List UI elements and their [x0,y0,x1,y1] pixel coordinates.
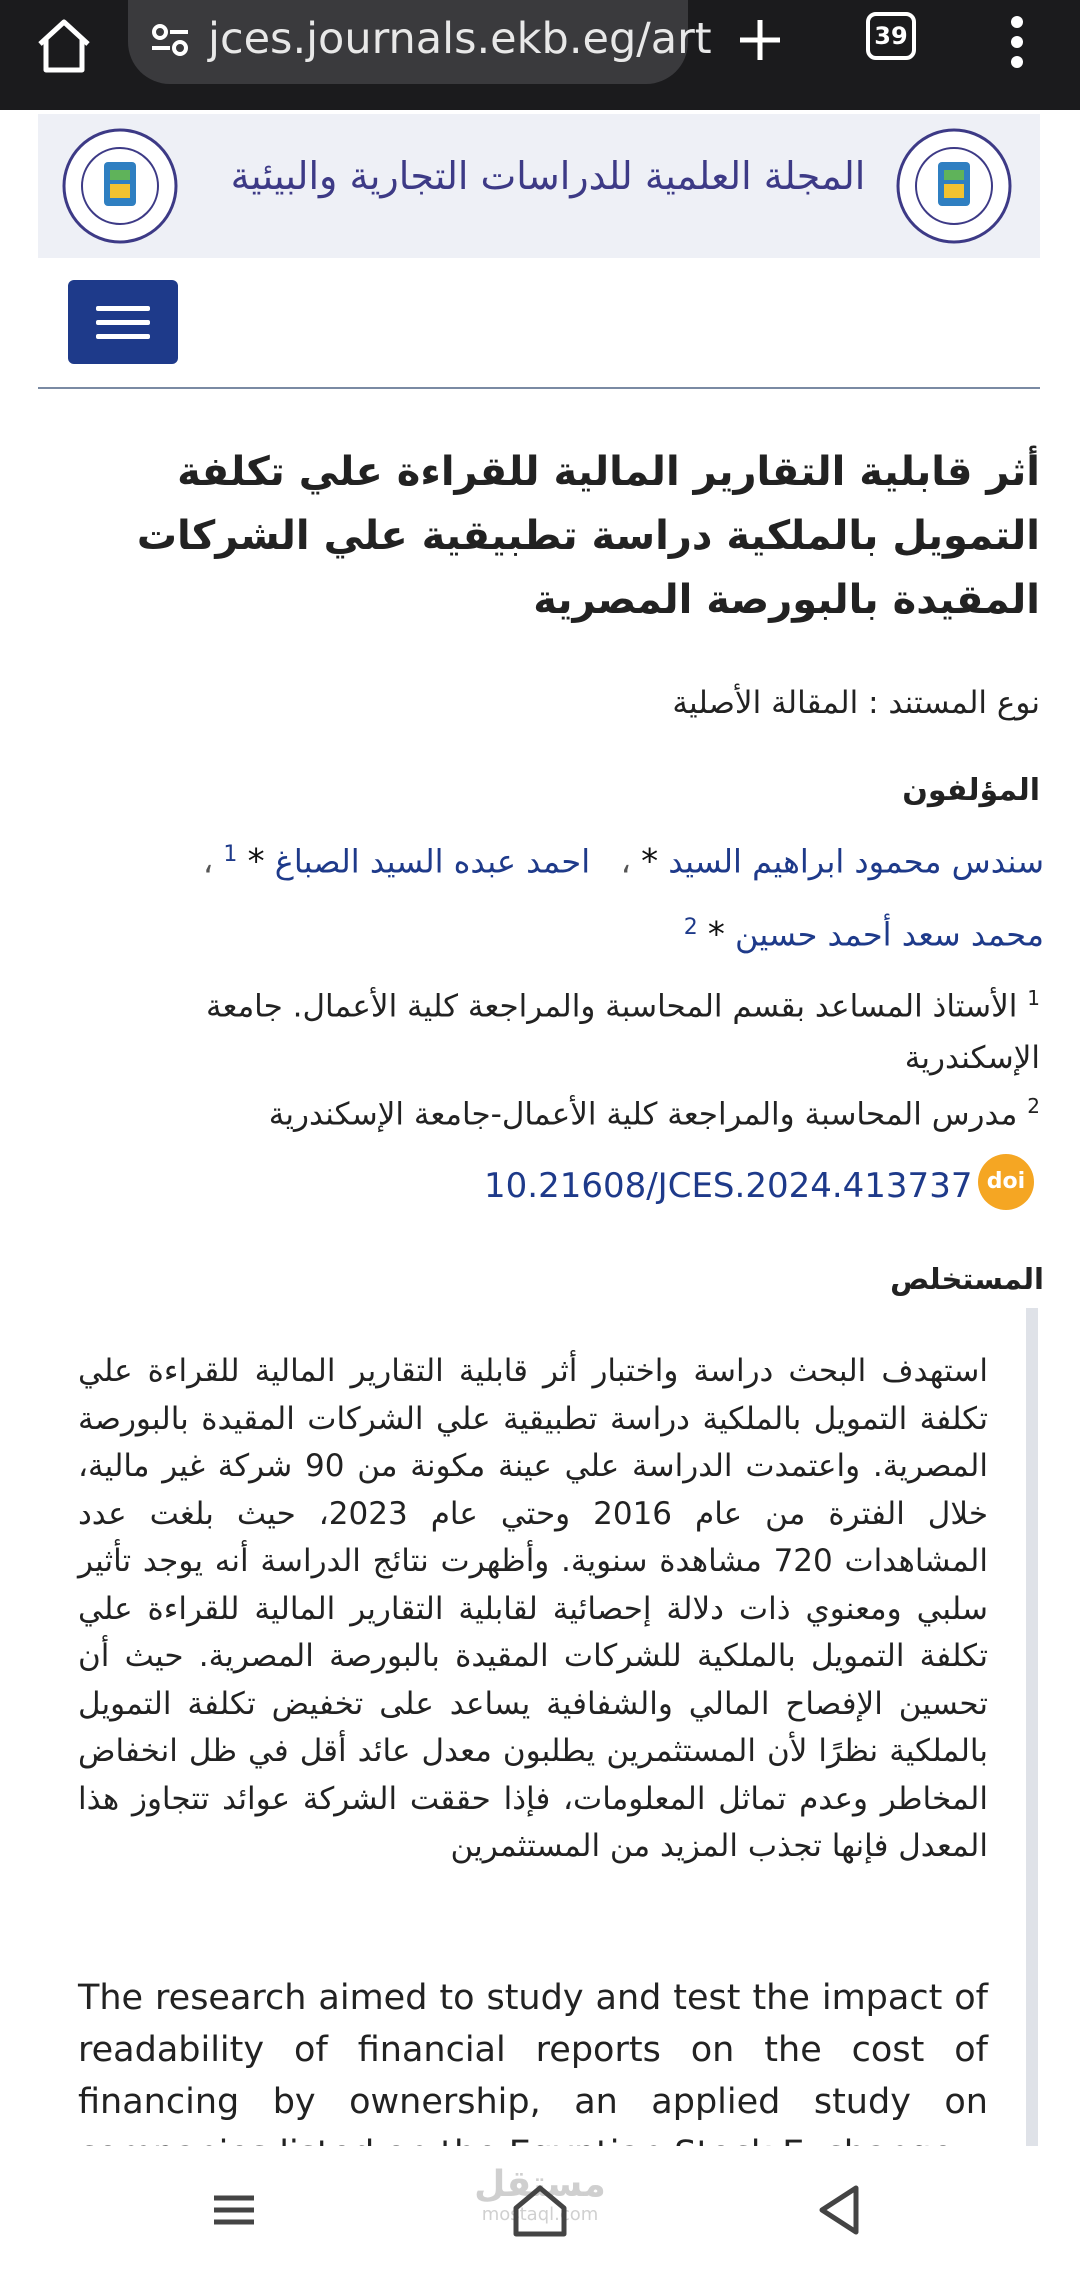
abstract-arabic: استهدف البحث دراسة واختبار أثر قابلية التقارير المالية للقراءة علي تكلفة التمويل بالملكية دراسة تطبيقية علي الشركات المقيدة بالبورصة المصرية. واعتمدت الدراسة علي عينة مكونة من 90 شركة غير مالية، خلال الفترة من عام 2016 وحتي عام 2023، حيث بلغت عدد المشاهدات 720 مشاهدة سنوية. وأظهرت نتائج الدراسة أنه يوجد تأثير سلبي ومعنوي ذات دلالة إحصائية لقابلية التقارير المالية للقراءة علي تكلفة التمويل بالملكية للشركات المقيدة بالبورصة المصرية. حيث أن تحسين الإفصاح المالي والشفافية يساعد على تخفيض تكلفة التمويل بالملكية نظرًا لأن المستثمرين يطلبون معدل عائد أقل في ظل انخفاض المخاطر وعدم تماثل المعلومات، فإذا حققت الشركة عوائد تتجاوز هذا المعدل فإنها تجذب المزيد من المستثمرين [78,1353,988,1864]
corresponding-star-icon: * [247,841,265,882]
home-icon[interactable] [32,14,96,78]
article-title: أثر قابلية التقارير المالية للقراءة علي تكلفة التمويل بالملكية دراسة تطبيقية علي الشركات المقيدة بالبورصة المصرية [136,449,1040,623]
more-icon[interactable] [1006,12,1028,72]
journal-banner[interactable] [38,114,1040,258]
affiliation-number: 1 [1027,986,1040,1010]
divider [38,387,1040,389]
hamburger-menu-icon[interactable] [68,280,178,364]
watermark: مستقل [474,2164,606,2205]
watermark-url: mostaql.com [481,2204,599,2225]
abstract-border [1026,1308,1038,2148]
affiliation-2 [120,1080,1040,1140]
affiliation-1 [120,972,1040,1084]
doi-link[interactable]: 10.21608/JCES.2024.413737 [484,1166,973,1206]
browser-toolbar [0,0,1080,110]
corresponding-star-icon: * [707,914,725,955]
author-link[interactable]: احمد عبده السيد الصباغ [274,842,591,881]
url-text[interactable]: jces.journals.ekb.eg/art [208,14,712,64]
abstract-english: The research aimed to study and test the impact of readability of financial reports on the cost of financing by ownership, an applied study on [78,1978,988,2122]
new-tab-icon[interactable] [730,10,790,70]
tab-switcher-icon[interactable] [866,12,916,60]
recent-apps-icon[interactable] [202,2178,266,2242]
home-nav-icon[interactable] [508,2178,572,2242]
university-logo [894,126,1014,246]
back-icon[interactable] [808,2178,872,2242]
affiliation-ref: 1 [223,842,238,867]
affiliation-number: 2 [1027,1094,1040,1118]
address-bar[interactable] [128,0,712,84]
document-type: نوع المستند : المقالة الأصلية [672,685,1040,721]
author-link[interactable]: محمد سعد أحمد حسين [735,915,1044,954]
affiliation-text: الأستاذ المساعد بقسم المحاسبة والمراجعة كلية الأعمال. جامعة الإسكندرية [206,988,1040,1077]
authors-list [44,822,1044,967]
affiliation-text: مدرس المحاسبة والمراجعة كلية الأعمال-جامعة الإسكندرية [268,1096,1018,1133]
author-separator: ، [202,842,214,881]
authors-line-1 [44,822,1044,895]
site-settings-icon[interactable] [148,18,192,62]
author-separator: ، [620,842,631,881]
affiliation-ref: 2 [683,914,698,940]
university-logo [60,126,180,246]
doi-icon: doi [978,1154,1034,1210]
abstract-heading: المستخلص [890,1262,1044,1296]
authors-line-2 [44,895,1044,968]
author-link[interactable]: سندس محمود ابراهيم السيد [668,842,1044,881]
authors-heading: المؤلفون [902,773,1040,808]
corresponding-star-icon: * [641,841,659,882]
journal-title: المجلة العلمية للدراسات التجارية والبيئية [230,154,866,198]
tab-count: 39 [874,22,908,50]
